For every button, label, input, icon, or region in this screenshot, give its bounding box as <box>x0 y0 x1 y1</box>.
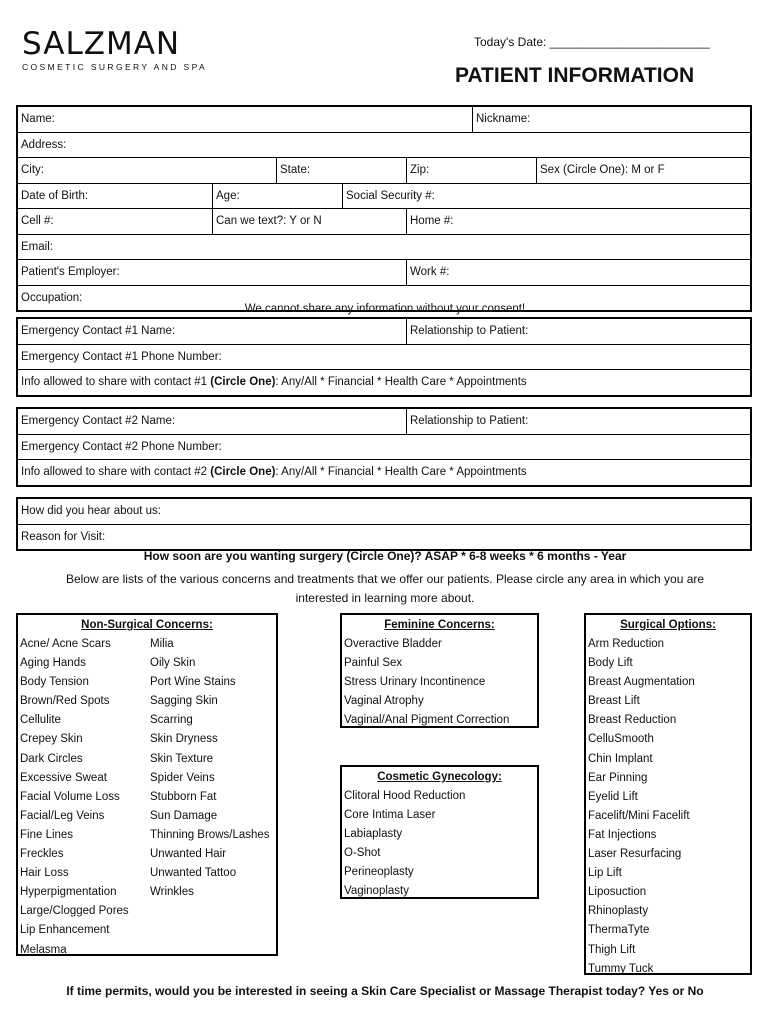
list-item[interactable]: Liposuction <box>588 886 647 899</box>
list-item[interactable]: Breast Augmentation <box>588 676 695 689</box>
list-item[interactable]: Clitoral Hood Reduction <box>344 790 466 802</box>
logo-tagline: COSMETIC SURGERY AND SPA <box>22 62 208 72</box>
list-item[interactable]: Large/Clogged Pores <box>20 905 129 918</box>
contact1-info-options: : Any/All * Financial * Health Care * Appointments <box>275 376 527 388</box>
list-item[interactable]: Overactive Bladder <box>344 638 442 650</box>
list-item[interactable]: Core Intima Laser <box>344 809 436 822</box>
list-item[interactable]: Lip Enhancement <box>20 924 110 937</box>
list-item[interactable]: Aging Hands <box>20 657 86 670</box>
occupation-field[interactable]: Occupation: <box>21 291 83 304</box>
can-text-field[interactable]: Can we text?: Y or N <box>212 209 410 234</box>
list-item[interactable]: Vaginal/Anal Pigment Correction <box>344 714 510 727</box>
surgical-title: Surgical Options: <box>620 619 716 631</box>
ssn-field[interactable]: Social Security #: <box>342 184 750 209</box>
list-item[interactable]: CelluSmooth <box>588 733 654 746</box>
emergency-contact-1-section <box>16 317 752 397</box>
list-item[interactable]: Cellulite <box>20 714 61 727</box>
list-item[interactable]: Thigh Lift <box>588 943 636 956</box>
contact1-relationship-field[interactable]: Relationship to Patient: <box>406 319 750 344</box>
list-item[interactable]: Skin Dryness <box>150 733 218 746</box>
home-phone-field[interactable]: Home #: <box>406 209 750 234</box>
list-item[interactable]: Painful Sex <box>344 657 403 670</box>
reason-for-visit-field[interactable]: Reason for Visit: <box>21 530 106 543</box>
list-item[interactable]: Perineoplasty <box>344 866 414 879</box>
list-item[interactable]: Vaginal Atrophy <box>344 695 424 708</box>
contact2-name-field[interactable]: Emergency Contact #2 Name: <box>21 415 176 427</box>
list-item[interactable]: Acne/ Acne Scars <box>20 638 111 650</box>
contact1-info-share-field[interactable] <box>18 370 750 395</box>
non-surgical-title: Non-Surgical Concerns: <box>81 619 213 631</box>
list-item[interactable]: Body Tension <box>20 676 89 689</box>
list-item[interactable]: Freckles <box>20 848 64 861</box>
list-item[interactable]: Arm Reduction <box>588 638 665 650</box>
gynecology-list <box>342 787 465 902</box>
page-title: PATIENT INFORMATION <box>455 64 695 87</box>
list-item[interactable]: Laser Resurfacing <box>588 848 682 861</box>
list-item[interactable]: Skin Texture <box>150 752 214 765</box>
intro-text-line2: interested in learning more about. <box>295 591 475 605</box>
list-item[interactable]: ThermaTyte <box>588 924 650 937</box>
state-field[interactable]: State: <box>276 158 410 183</box>
list-item[interactable]: Melasma <box>20 943 67 956</box>
list-item[interactable]: Breast Reduction <box>588 714 677 727</box>
hear-about-us-field[interactable]: How did you hear about us: <box>21 505 162 517</box>
contact1-name-field[interactable]: Emergency Contact #1 Name: <box>21 325 176 337</box>
list-item[interactable]: Rhinoplasty <box>588 905 649 918</box>
list-item[interactable]: Oily Skin <box>150 657 196 670</box>
todays-date-field[interactable]: Today's Date: ________________________ <box>474 35 710 49</box>
list-item[interactable]: Eyelid Lift <box>588 790 638 803</box>
list-item[interactable]: Thinning Brows/Lashes <box>150 828 270 841</box>
logo-brand: SALZMAN <box>22 26 181 62</box>
list-item[interactable]: Milia <box>150 638 174 650</box>
list-item[interactable]: Fine Lines <box>20 828 74 841</box>
list-item[interactable]: Ear Pinning <box>588 771 648 784</box>
list-item[interactable]: Crepey Skin <box>20 733 83 746</box>
contact1-circle-one: (Circle One) <box>210 376 276 388</box>
emergency-contact-2-section <box>16 407 752 487</box>
dob-field[interactable]: Date of Birth: <box>21 189 89 202</box>
work-phone-field[interactable]: Work #: <box>406 260 750 285</box>
address-field[interactable]: Address: <box>21 138 67 151</box>
list-item[interactable]: Facial/Leg Veins <box>20 809 105 822</box>
feminine-title: Feminine Concerns: <box>384 619 495 631</box>
list-item[interactable]: Fat Injections <box>588 828 657 841</box>
contact2-circle-one: (Circle One) <box>210 466 276 478</box>
nickname-field[interactable]: Nickname: <box>472 107 750 132</box>
list-item[interactable]: Vaginoplasty <box>344 885 409 898</box>
non-surgical-concerns-box <box>16 613 278 956</box>
sex-field[interactable]: Sex (Circle One): M or F <box>536 158 750 183</box>
non-surgical-column-2 <box>148 635 276 902</box>
list-item[interactable]: O-Shot <box>344 847 381 860</box>
list-item[interactable]: Body Lift <box>588 657 633 670</box>
non-surgical-column-1 <box>18 635 148 960</box>
contact2-info-share-field[interactable] <box>18 460 750 485</box>
visit-section <box>16 497 752 551</box>
gynecology-title: Cosmetic Gynecology: <box>377 771 502 783</box>
footer-question[interactable]: If time permits, would you be interested in seeing a Skin Care Specialist or Massage Therapist today? Yes or No <box>66 984 704 998</box>
contact1-phone-field[interactable]: Emergency Contact #1 Phone Number: <box>21 350 222 363</box>
employer-field[interactable]: Patient's Employer: <box>21 266 120 278</box>
feminine-list <box>342 635 509 730</box>
age-field[interactable]: Age: <box>212 184 346 209</box>
list-item[interactable]: Facelift/Mini Facelift <box>588 809 690 822</box>
cosmetic-gynecology-box <box>340 765 539 899</box>
list-item[interactable]: Brown/Red Spots <box>20 695 110 708</box>
contact2-info-options: : Any/All * Financial * Health Care * Appointments <box>275 466 527 478</box>
intro-text-line1: Below are lists of the various concerns and treatments that we offer our patients. Please circle any area in which you are <box>65 572 705 586</box>
email-field[interactable]: Email: <box>21 240 53 253</box>
list-item[interactable]: Labiaplasty <box>344 828 403 841</box>
patient-info-section <box>16 105 752 312</box>
list-item[interactable]: Dark Circles <box>20 752 83 765</box>
list-item[interactable]: Stress Urinary Incontinence <box>344 676 486 689</box>
contact2-info-prefix: Info allowed to share with contact #2 <box>21 466 211 478</box>
list-item[interactable]: Chin Implant <box>588 752 653 765</box>
logo <box>22 28 207 72</box>
list-item[interactable]: Unwanted Tattoo <box>150 867 237 880</box>
contact2-relationship-field[interactable]: Relationship to Patient: <box>406 409 750 434</box>
zip-field[interactable]: Zip: <box>406 158 540 183</box>
list-item[interactable]: Excessive Sweat <box>20 771 107 784</box>
list-item[interactable]: Lip Lift <box>588 867 622 880</box>
surgery-timing-question[interactable]: How soon are you wanting surgery (Circle One)? ASAP * 6-8 weeks * 6 months - Year <box>143 549 627 563</box>
consent-note: We cannot share any information without your consent! <box>244 303 526 315</box>
contact2-phone-field[interactable]: Emergency Contact #2 Phone Number: <box>21 440 222 453</box>
list-item[interactable]: Tummy Tuck <box>588 962 654 975</box>
city-field[interactable]: City: <box>21 164 44 176</box>
list-item[interactable]: Hair Loss <box>20 867 69 880</box>
feminine-concerns-box <box>340 613 539 728</box>
list-item[interactable]: Unwanted Hair <box>150 848 227 861</box>
contact1-info-prefix: Info allowed to share with contact #1 <box>21 376 211 388</box>
surgical-list <box>586 635 695 979</box>
cell-phone-field[interactable]: Cell #: <box>21 215 54 227</box>
list-item[interactable]: Breast Lift <box>588 695 640 708</box>
surgical-options-box <box>584 613 752 975</box>
list-item[interactable]: Wrinkles <box>150 886 194 899</box>
list-item[interactable]: Spider Veins <box>150 771 215 784</box>
list-item[interactable]: Facial Volume Loss <box>20 790 120 803</box>
list-item[interactable]: Hyperpigmentation <box>20 886 117 899</box>
list-item[interactable]: Port Wine Stains <box>150 676 236 689</box>
list-item[interactable]: Scarring <box>150 714 193 727</box>
name-field[interactable]: Name: <box>21 113 55 125</box>
list-item[interactable]: Sagging Skin <box>150 695 218 708</box>
list-item[interactable]: Sun Damage <box>150 809 218 822</box>
list-item[interactable]: Stubborn Fat <box>150 790 217 803</box>
